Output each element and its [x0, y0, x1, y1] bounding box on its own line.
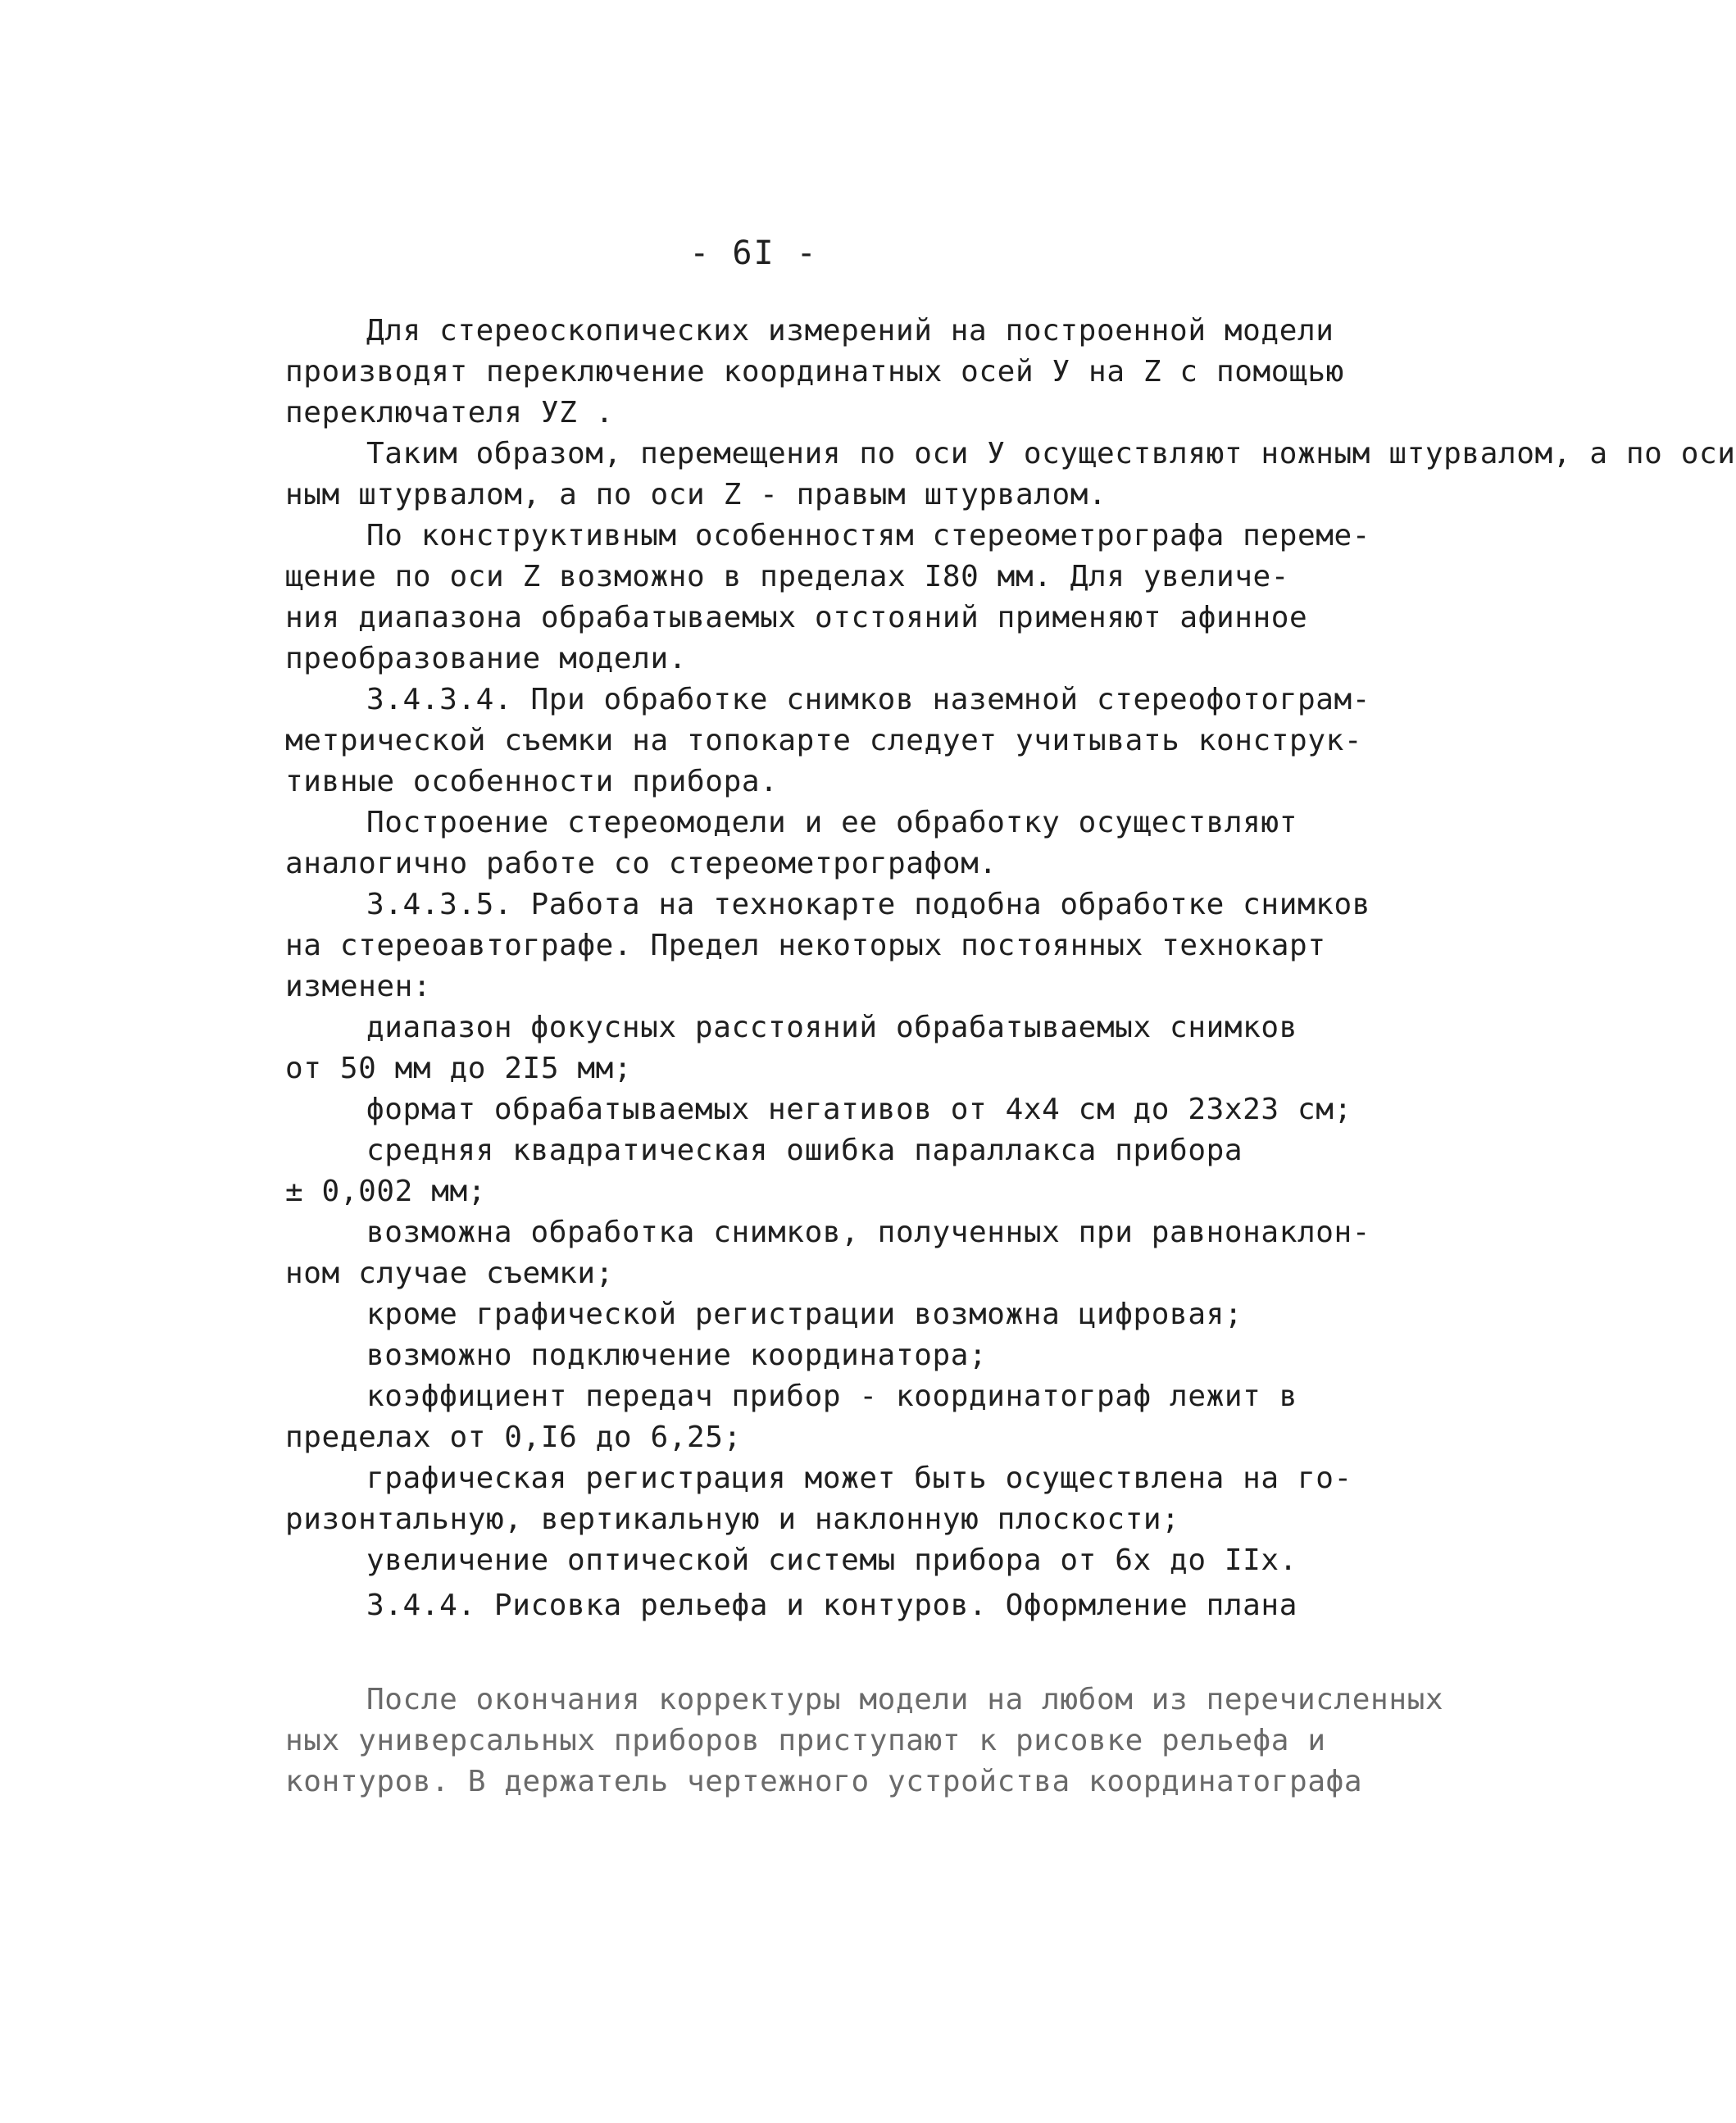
text-line-4: Таким образом, перемещения по оси У осуществляют ножным штурвалом, а по оси [366, 437, 1736, 471]
text-line-30: ризонтальную, вертикальную и наклонную плоскости; [285, 1502, 1180, 1536]
text-line-17: изменен: [285, 970, 432, 1003]
text-line-12: тивные особенности прибора. [285, 765, 779, 798]
text-line-19: от 50 мм до 2I5 мм; [285, 1052, 633, 1085]
text-line-34: ных универсальных приборов приступают к рисовке рельефа и [285, 1724, 1326, 1757]
text-line-18: диапазон фокусных расстояний обрабатываемых снимков [366, 1011, 1297, 1044]
text-line-35: контуров. В держатель чертежного устройства координатографа [285, 1765, 1363, 1798]
text-line-15: 3.4.3.5. Работа на технокарте подобна обработке снимков [366, 888, 1371, 921]
text-line-10: 3.4.3.4. При обработке снимков наземной стереофотограм- [366, 683, 1371, 716]
text-line-11: метрической съемки на топокарте следует учитывать конструк- [285, 724, 1363, 757]
text-line-8: ния диапазона обрабатываемых отстояний применяют афинное [285, 601, 1308, 634]
text-line-1: Для стереоскопических измерений на построенной модели [366, 314, 1334, 348]
text-line-13: Построение стереомодели и ее обработку осуществляют [366, 806, 1297, 839]
text-line-2: производят переключение координатных осей У на Z с помощью [285, 355, 1344, 389]
text-line-24: ном случае съемки; [285, 1257, 614, 1290]
text-line-3: переключателя УZ . [285, 396, 614, 430]
text-line-6: По конструктивным особенностям стереометрографа переме- [366, 519, 1371, 552]
text-line-9: преобразование модели. [285, 642, 688, 675]
text-line-31: увеличение оптической системы прибора от 6х до IIх. [366, 1543, 1297, 1577]
section-heading: 3.4.4. Рисовка рельефа и контуров. Оформление плана [366, 1589, 1297, 1622]
text-line-20: формат обрабатываемых негативов от 4х4 см до 23х23 см; [366, 1093, 1352, 1126]
text-line-5: ным штурвалом, а по оси Z - правым штурвалом. [285, 478, 1107, 511]
text-line-28: пределах от 0,I6 до 6,25; [285, 1421, 742, 1454]
text-line-22: ± 0,002 мм; [285, 1175, 487, 1208]
text-line-14: аналогично работе со стереометрографом. [285, 847, 998, 880]
text-line-33: После окончания корректуры модели на любом из перечисленных [366, 1683, 1444, 1716]
text-line-7: щение по оси Z возможно в пределах I80 мм. Для увеличе- [285, 560, 1290, 593]
text-line-21: средняя квадратическая ошибка параллакса прибора [366, 1134, 1243, 1167]
text-line-16: на стереоавтографе. Предел некоторых постоянных технокарт [285, 929, 1326, 962]
text-line-26: возможно подключение координатора; [366, 1339, 988, 1372]
text-line-23: возможна обработка снимков, полученных при равнонаклон- [366, 1216, 1371, 1249]
text-line-27: коэффициент передач прибор - координатограф лежит в [366, 1380, 1297, 1413]
text-line-25: кроме графической регистрации возможна цифровая; [366, 1298, 1243, 1331]
page-number: - 6I - [689, 234, 818, 272]
text-line-29: графическая регистрация может быть осуществлена на го- [366, 1462, 1352, 1495]
